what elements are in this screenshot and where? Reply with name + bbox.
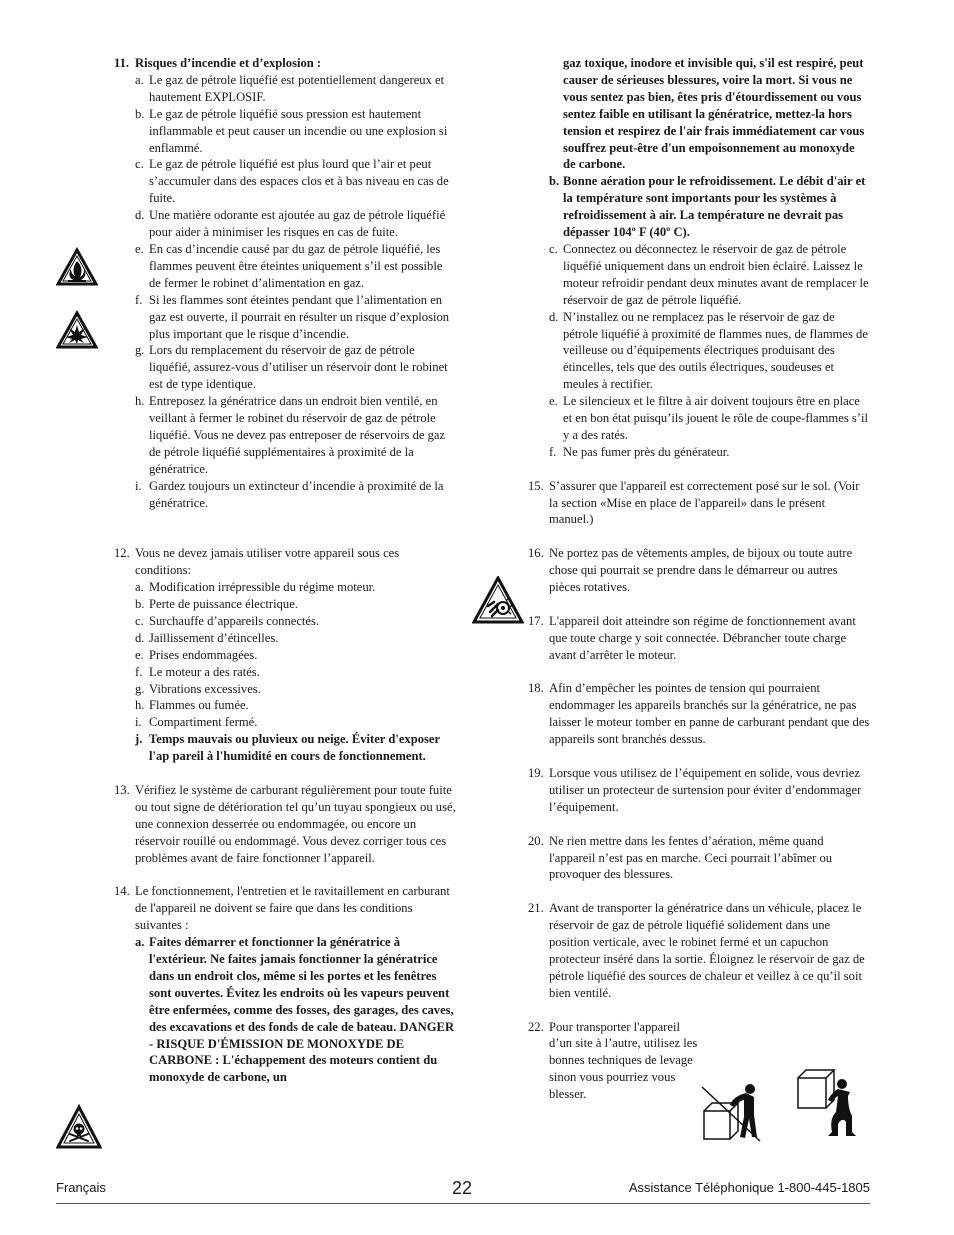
item-number: 19.	[528, 765, 544, 780]
item-text: Ne portez pas de vêtements amples, de bijoux ou toute autre chose qui pourrait se prendre dans le démarreur ou autres pièces rotatives.	[549, 546, 853, 595]
list-item: f. Le moteur a des ratés.	[135, 664, 260, 679]
left-column	[114, 55, 456, 1086]
item-13	[114, 782, 456, 867]
item-text: Lorsque vous utilisez de l’équipement en solide, vous devriez utiliser un protecteur de surtension pour éviter d’endommager l’équipement.	[549, 765, 862, 814]
right-column	[528, 55, 870, 1103]
item-17	[528, 613, 870, 664]
list-item: d. N’installez ou ne remplacez pas le réservoir de gaz de pétrole liquéfié à proximité de flammes nues, de flammes de veilleuse ou d’équipements électriques produisant des étincelles, tels que des outils électriques, soudeuses et meules à rectifier.	[549, 309, 868, 392]
list-item: h. Entreposez la génératrice dans un endroit bien ventilé, en veillant à fermer le robinet du réservoir de gaz de pétrole liquéfié. Vous ne devez pas entreposer de réservoirs de gaz de pétrole liquéfié supplémentaires à proximité de la génératrice.	[135, 394, 446, 476]
list-item: f. Si les flammes sont éteintes pendant que l’alimentation en gaz est ouverte, il pourrait en résulter un risque d’explosion plus important que le risque d’incendie.	[135, 292, 450, 341]
list-item: i. Gardez toujours un extincteur d’incendie à proximité de la génératrice.	[135, 478, 444, 510]
item-21	[528, 900, 870, 1001]
list-item: g. Vibrations excessives.	[135, 681, 261, 696]
item-number: 17.	[528, 613, 544, 628]
item-text: Pour transporter l'appareil d’un site à l’autre, utilisez les bonnes techniques de levage sinon vous pourriez vous blesser.	[549, 1019, 698, 1102]
item-22	[528, 1019, 870, 1104]
item-14	[114, 883, 456, 934]
item-text: Le fonctionnement, l'entretien et le ravitaillement en carburant de l'appareil ne doivent se faire que dans les conditions suivantes :	[135, 884, 450, 933]
item-number: 15.	[528, 478, 544, 493]
item-15	[528, 478, 870, 529]
list-item: g. Lors du remplacement du réservoir de gaz de pétrole liquéfié, assurez-vous d’utiliser un réservoir dont le robinet est de type identique.	[135, 343, 448, 392]
poison-hazard-icon	[56, 1104, 102, 1154]
list-item: a. Le gaz de pétrole liquéfié est potentiellement dangereux et hautement EXPLOSIF.	[135, 72, 445, 104]
item-number: 20.	[528, 833, 544, 848]
list-item: i. Compartiment fermé.	[135, 715, 258, 730]
list-item: a. Faites démarrer et fonctionner la génératrice à l'extérieur. Ne faites jamais fonctionner la génératrice dans un endroit clos, même si les portes et les fenêtres sont ouvertes. Évitez les endroits où les vapeurs peuvent être enfermées, comme des fosses, des garages, des caves, des excavations et des fonds de cale de bateau. DANGER - RISQUE D'ÉMISSION DE MONOXYDE DE CARBONE : L'échappement des moteurs contient du monoxyde de carbone, un	[135, 935, 455, 1085]
item-19	[528, 765, 870, 816]
list-item: d. Jaillissement d’étincelles.	[135, 630, 279, 645]
item-11	[114, 55, 456, 72]
item-title: Risques d’incendie et d’explosion :	[135, 56, 322, 70]
item-18	[528, 680, 870, 748]
footer-helpline: Assistance Téléphonique 1-800-445-1805	[628, 1180, 870, 1195]
footer-divider	[56, 1203, 870, 1204]
item-text: Afin d’empêcher les pointes de tension qui pourraient endommager les appareils branchés sur la génératrice, ne pas laisser le moteur tomber en panne de carburant pendant que des appareils sont branchés dessus.	[549, 681, 870, 747]
item-number: 21.	[528, 901, 544, 916]
list-item: e. En cas d’incendie causé par du gaz de pétrole liquéfié, les flammes peuvent être éteintes uniquement s’il est possible de fermer le robinet d’alimentation en gaz.	[135, 241, 443, 290]
entanglement-hazard-icon	[472, 576, 524, 626]
item-number: 22.	[528, 1019, 544, 1034]
item-number: 11.	[114, 56, 130, 70]
item-number: 12.	[114, 546, 130, 561]
list-item: c. Surchauffe d’appareils connectés.	[135, 613, 320, 628]
item-text: S’assurer que l'appareil est correctement posé sur le sol. (Voir la section «Mise en place de l'appareil» dans le présent manuel.)	[549, 478, 860, 527]
item-text: Vous ne devez jamais utiliser votre appareil sous ces conditions:	[135, 546, 400, 578]
fire-hazard-icon	[56, 247, 98, 295]
page-number: 22	[452, 1178, 473, 1198]
item-number: 14.	[114, 884, 130, 899]
item-text: Avant de transporter la génératrice dans un véhicule, placez le réservoir de gaz de pétrole liquéfié solidement dans une position verticale, avec le robinet fermé et un capuchon protecteur inséré dans la sortie. Éloignez le réservoir de gaz de pétrole liquéfié des sources de chaleur et veillez à ce qu’il soit bien ventilé.	[549, 901, 865, 1000]
item-text: Ne rien mettre dans les fentes d’aération, même quand l'appareil n’est pas en marche. Ceci pourrait l’abîmer ou provoquer des blessures.	[549, 833, 833, 882]
list-item: h. Flammes ou fumée.	[135, 698, 249, 713]
list-item: j. Temps mauvais ou pluvieux ou neige. Éviter d'exposer l'ap pareil à l'humidité en cours de fonctionnement.	[135, 732, 440, 764]
item-number: 16.	[528, 546, 544, 561]
continued-text: gaz toxique, inodore et invisible qui, s'il est respiré, peut causer de sérieuses blessures, voire la mort. Si vous ne vous sentez pas bien, êtes pris d'étourdissement ou vous sentez faible en utilisant la génératrice, mettez-la hors tension et respirez de l'air frais immédiatement car vous souffrez peut-être d'un empoisonnement au monoxyde de carbone.	[563, 56, 865, 172]
item-text: Vérifiez le système de carburant régulièrement pour toute fuite ou tout signe de détérioration tel qu’un tuyau spongieux ou usé, une connexion desserrée ou endommagée, ou encore un réservoir rouillé ou endommagé. Vous devez corriger tous ces problèmes avant de faire fonctionner l’appareil.	[135, 782, 456, 865]
list-item: e. Prises endommagées.	[135, 647, 258, 662]
list-item: c. Le gaz de pétrole liquéfié est plus lourd que l’air et peut s’accumuler dans des espaces clos et à bas niveau en cas de fuite.	[135, 157, 449, 206]
item-12	[114, 545, 456, 579]
item-20	[528, 833, 870, 884]
item-text: L'appareil doit atteindre son régime de fonctionnement avant que toute charge y soit connectée. Débrancher toute charge avant d’arrêter le moteur.	[549, 613, 856, 662]
explosion-hazard-icon	[56, 310, 98, 358]
list-item: a. Modification irrépressible du régime moteur.	[135, 580, 376, 595]
item-16	[528, 545, 870, 596]
item-number: 18.	[528, 681, 544, 696]
list-item: e. Le silencieux et le filtre à air doivent toujours être en place et en bon état puisqu’ils jouent le rôle de coupe-flammes s’il y a des ratés.	[549, 394, 868, 442]
list-item: f. Ne pas fumer près du générateur.	[549, 444, 730, 459]
list-item: b. Perte de puissance électrique.	[135, 596, 298, 611]
list-item: b. Bonne aération pour le refroidissement. Le débit d'air et la température sont importants pour les systèmes à refroidissement à air. La température ne devrait pas dépasser 104º F (40º C).	[549, 174, 866, 240]
footer-language: Français	[56, 1180, 106, 1195]
list-item: c. Connectez ou déconnectez le réservoir de gaz de pétrole liquéfié uniquement dans un endroit bien éclairé. Laissez le moteur refroidir pendant deux minutes avant de remplacer le réservoir de gaz de pétrole liquéfié.	[549, 241, 869, 307]
list-item: d. Une matière odorante est ajoutée au gaz de pétrole liquéfié pour aider à minimiser les risques en cas de fuite.	[135, 208, 446, 240]
list-item: b. Le gaz de pétrole liquéfié sous pression est hautement inflammable et peut causer un incendie ou une explosion si enflammé.	[135, 106, 448, 155]
item-number: 13.	[114, 782, 130, 797]
